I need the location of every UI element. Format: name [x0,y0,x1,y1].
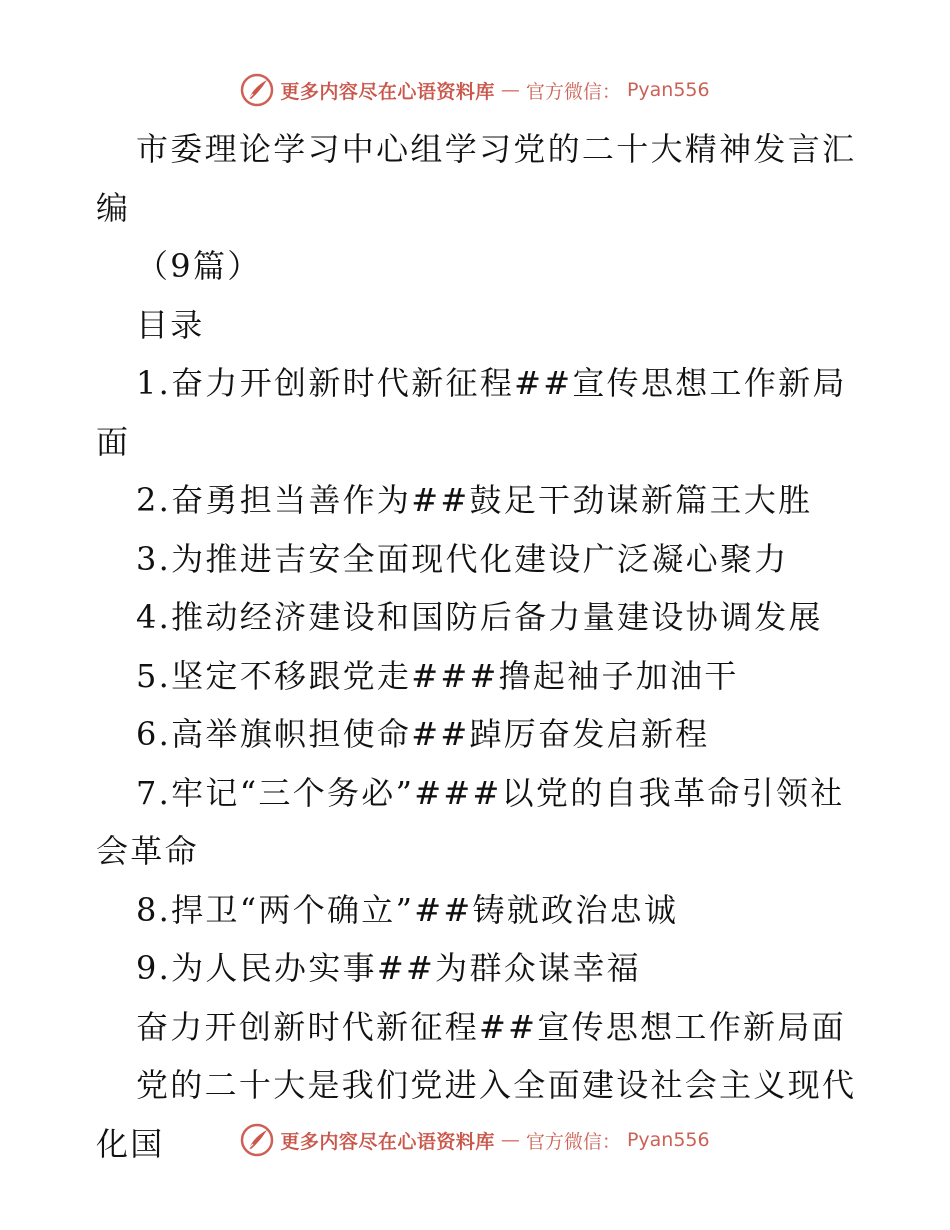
document-body [96,120,866,1173]
watermark-main-text: 更多内容尽在心语资料库 [280,80,495,103]
toc-item: 9.为人民办实事##为群众谋幸福 [136,949,641,987]
feather-pen-logo-icon [240,1123,274,1157]
watermark-wechat-id: Pyan556 [626,79,710,101]
feather-pen-logo-icon [240,73,274,107]
toc-item: 5.坚定不移跟党走###撸起袖子加油干 [136,656,739,695]
toc-item: 3.为推进吉安全面现代化建设广泛凝心聚力 [136,539,789,578]
section-title: 奋力开创新时代新征程##宣传思想工作新局面 [136,1007,846,1046]
body-paragraph: 党的二十大是我们党进入全面建设社会主义现代化国 [96,1066,857,1163]
toc-heading: 目录 [136,305,205,344]
document-count: （9篇） [136,247,262,285]
watermark-main-text: 更多内容尽在心语资料库 [280,1130,495,1153]
watermark-sub-text: 官方微信： [525,1130,621,1153]
watermark-footer [0,1120,950,1160]
toc-item: 2.奋勇担当善作为##鼓足干劲谋新篇王大胜 [136,481,813,519]
watermark-wechat-id: Pyan556 [626,1129,710,1151]
toc-item: 6.高举旗帜担使命##踔厉奋发启新程 [136,715,710,753]
watermark-header [0,70,950,110]
toc-item: 7.牢记“三个务必”###以党的自我革命引领社会革命 [96,773,845,870]
toc-item: 1.奋力开创新时代新征程##宣传思想工作新局面 [96,364,847,461]
document-title: 市委理论学习中心组学习党的二十大精神发言汇编 [96,130,857,227]
watermark-sub-text: 官方微信： [525,80,621,103]
watermark-dash: — [500,79,520,101]
watermark-dash: — [500,1129,520,1151]
toc-item: 8.捍卫“两个确立”##铸就政治忠诚 [136,890,679,929]
toc-item: 4.推动经济建设和国防后备力量建设协调发展 [136,598,823,636]
